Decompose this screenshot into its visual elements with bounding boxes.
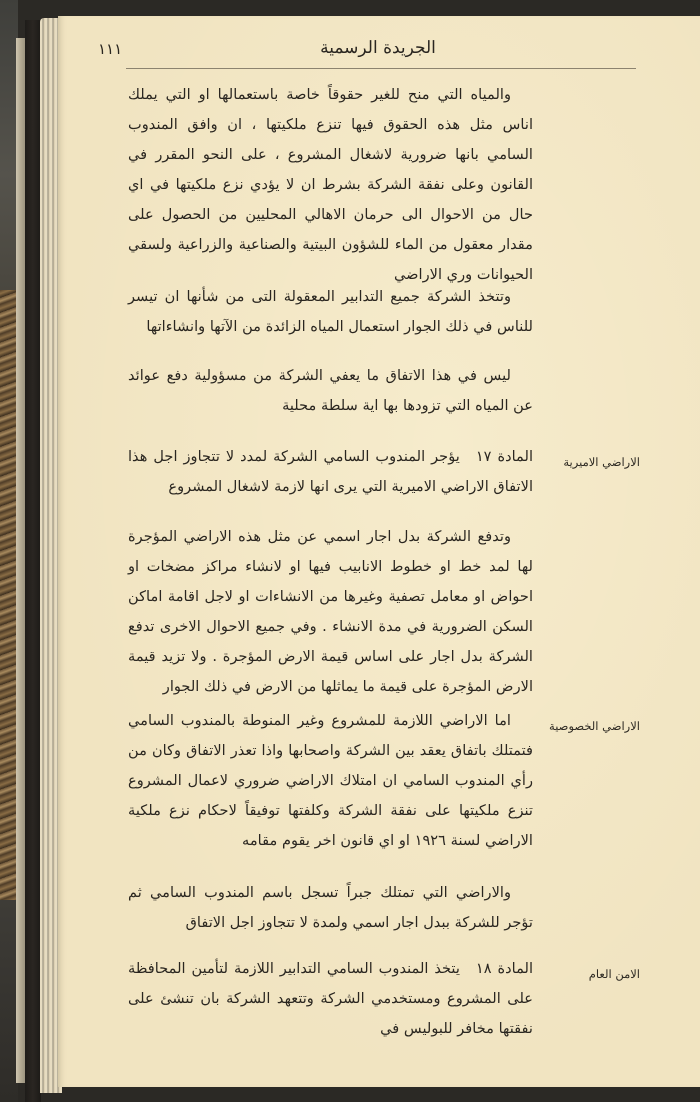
paragraph-text: يؤجر المندوب السامي الشركة لمدد لا تتجاوز اجل هذا الاتفاق الاراضي الاميرية التي يرى انها لازمة لاشغال المشروع — [128, 448, 533, 495]
binding-gutter — [25, 20, 41, 1102]
paragraph-text: ليس في هذا الاتفاق ما يعفي الشركة من مسؤولية دفع عوائد عن المياه التي تزودها بها اية سلطة محلية — [128, 367, 533, 414]
running-title: الجريدة الرسمية — [320, 38, 436, 58]
book-page — [58, 16, 700, 1087]
paragraph-company-measures — [128, 282, 533, 342]
paragraph-text: والاراضي التي تمتلك جبراً تسجل باسم المندوب السامي ثم تؤجر للشركة ببدل اجار اسمي ولمدة لا تتجاوز اجل الاتفاق — [128, 884, 533, 931]
indent — [511, 712, 533, 729]
paragraph-article-17 — [128, 442, 533, 502]
paragraph-text: وتتخذ الشركة جميع التدابير المعقولة التى من شأنها ان تيسر للناس في ذلك الجوار استعمال المياه الزائدة من الآتها وانشاءاتها — [128, 288, 533, 335]
margin-note-state-lands: الاراضي الاميرية — [563, 455, 640, 469]
paragraph-text: يتخذ المندوب السامي التدابير اللازمة لتأمين المحافظة على المشروع ومستخدمي الشركة وتتعهد الشركة بان تنشئ على نفقتها مخافر للبوليس في — [128, 960, 533, 1037]
margin-note-public-security: الامن العام — [588, 967, 640, 981]
indent — [511, 367, 533, 384]
cover-edge — [16, 38, 25, 1083]
page-number: ١١١ — [98, 40, 123, 58]
article-label: المادة ١٨ — [475, 960, 534, 977]
page-header — [98, 32, 658, 64]
indent — [511, 86, 533, 103]
paragraph-local-authority-fees — [128, 361, 533, 421]
page-content — [58, 16, 700, 1087]
paragraph-article-18 — [128, 954, 533, 1044]
indent — [511, 528, 533, 545]
indent — [511, 884, 533, 901]
paragraph-text: وتدفع الشركة بدل اجار اسمي عن مثل هذه الاراضي المؤجرة لها لمد خط او خطوط الانابيب فيها او لانشاء مراكز مضخات او احواض او معامل تصفية وغيرها من الانشاءات او لاجل اقامة اماكن السكن الضرورية في مدة الانشاء . وفي جميع الاحوال الاخرى تدفع الشركة بدل اجار على اساس قيمة الارض المؤجرة . ولا تزيد قيمة الارض المؤجرة على قيمة ما يماثلها من الارض في ذلك الجوار — [128, 528, 533, 695]
margin-note-private-lands: الاراضي الخصوصية — [549, 719, 640, 733]
paragraph-text: اما الاراضي اللازمة للمشروع وغير المنوطة بالمندوب السامي فتمتلك باتفاق يعقد بين الشركة واصحابها واذا تعذر الاتفاق وكان من رأي المندوب السامي ان امتلاك الاراضي ضروري لاعمال المشروع تنزع ملكيتها على نفقة الشركة وكلفتها توفيقاً لاحكام نزع ملكية الاراضي لسنة ١٩٢٦ او اي قانون اخر يقوم مقامه — [128, 712, 533, 849]
indent — [511, 288, 533, 305]
paragraph-private-lands — [128, 706, 533, 856]
paragraph-water-rights — [128, 80, 533, 290]
paragraph-compulsory-acquisition — [128, 878, 533, 938]
paragraph-text: والمياه التي منح للغير حقوقاً خاصة باستعمالها او التي يملك اناس مثل هذه الحقوق فيها تنزع ملكيتها ، ان وافق المندوب السامي بانها ضرورية لاشغال المشروع ، على النحو المقرر في القانون وعلى نفقة الشركة بشرط ان لا يؤدي نزع ملكيتها في اي حال من الاحوال الى حرمان الاهالي المحليين من الحصول على مقدار معقول من الماء للشؤون البيتية والصناعية والزراعية ولسقي الحيوانات وري الاراضي — [128, 86, 533, 283]
header-rule — [126, 68, 636, 69]
article-label: المادة ١٧ — [475, 448, 533, 465]
paragraph-nominal-rent — [128, 522, 533, 702]
